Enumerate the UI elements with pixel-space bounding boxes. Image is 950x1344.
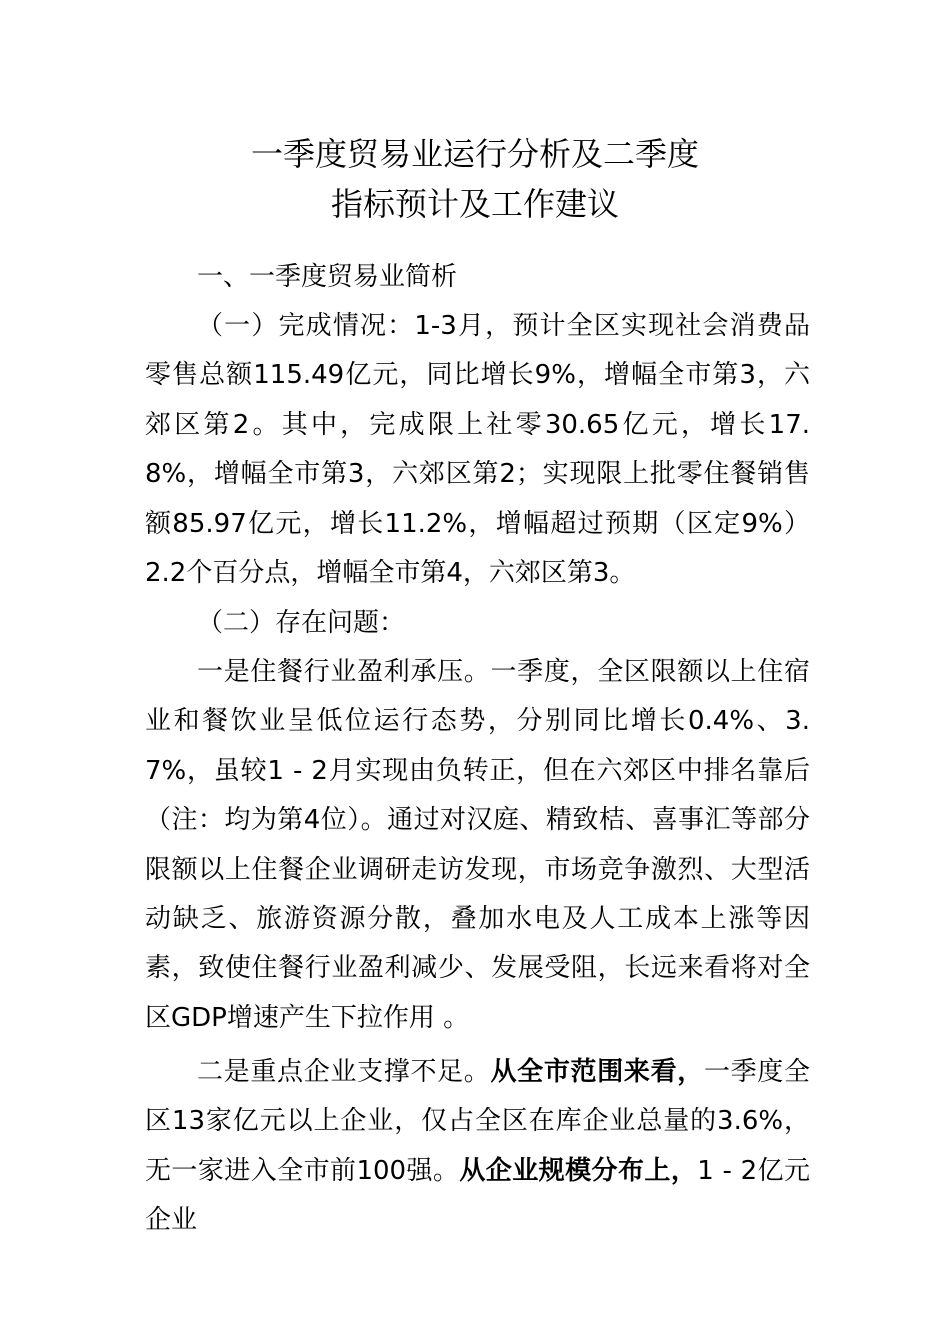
paragraph-completion-status: （一）完成情况：1-3月，预计全区实现社会消费品零售总额115.49亿元，同比增长9%，增幅全市第3，六郊区第2。其中，完成限上社零30.65亿元，增长17.8%，增幅全市第3，六郊区第2；实现限上批零住餐销售额85.97亿元，增长11.2%，增幅超过预期（区定9%）2.2个百分点，增幅全市第4，六郊区第3。 [145, 311, 810, 589]
document-title-line-1: 一季度贸易业运行分析及二季度 [250, 135, 699, 173]
paragraph-key-enterprises [145, 1048, 810, 1246]
para4-end-text: 1 - 2亿元企业 [145, 1155, 810, 1236]
paragraph-catering-pressure: 一是住餐行业盈利承压。一季度，全区限额以上住宿业和餐饮业呈低位运行态势，分别同比增长0.4%、3.7%，虽较1 - 2月实现由负转正，但在六郊区中排名靠后（注：均为第4位）。通过对汉庭、精致桔、喜事汇等部分限额以上住餐企业调研走访发现，市场竞争激烈、大型活动缺乏、旅游资源分散，叠加水电及人工成本上涨等因素，致使住餐行业盈利减少、发展受阻，长远来看将对全区GDP增速产生下拉作用 。 [145, 657, 810, 1033]
para4-middle-text: 一季度全区13家亿元以上企业，仅占全区在库企业总量的3.6%，无一家进入全市前100强。 [145, 1057, 810, 1186]
para4-bold-city-scope: 从全市范围来看， [490, 1057, 704, 1087]
para4-start-text: 二是重点企业支撑不足。 [197, 1057, 491, 1087]
section-problems-heading: （二）存在问题： [197, 608, 406, 638]
section-1-heading: 一、一季度贸易业简析 [197, 262, 458, 292]
document-title-line-2: 指标预计及工作建议 [330, 185, 619, 223]
para4-bold-scale-distribution: 从企业规模分布上， [459, 1155, 698, 1186]
